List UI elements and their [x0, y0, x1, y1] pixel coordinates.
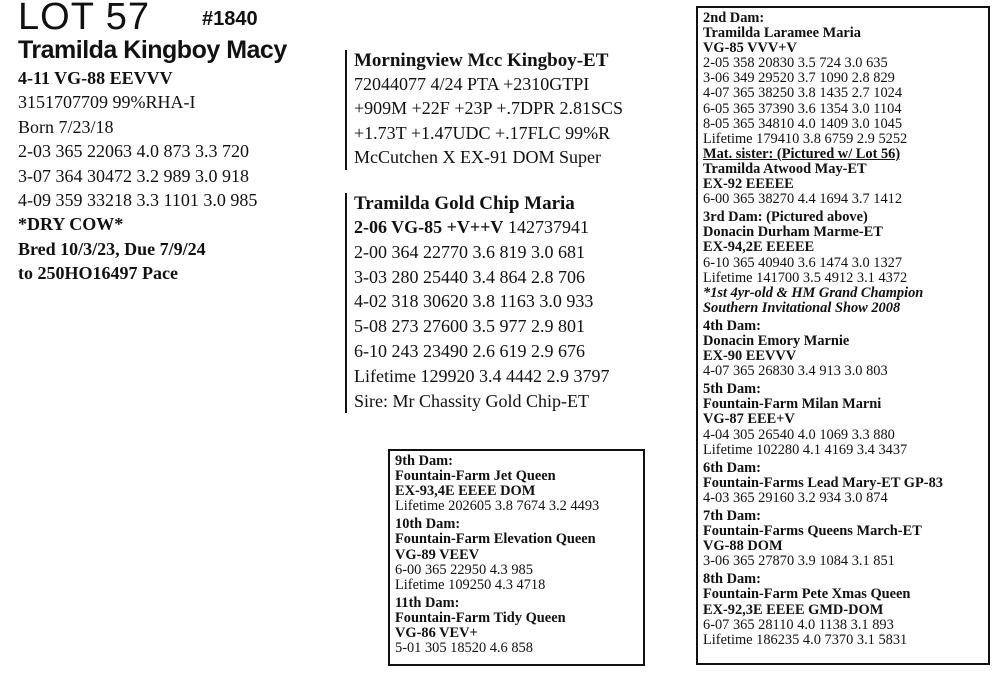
dam2-record: 6-05 365 37390 3.6 1354 3.0 1104 — [703, 100, 902, 117]
dam10-record: 6-00 365 22950 4.3 985 — [395, 561, 533, 578]
dam3-record: 6-10 365 40940 3.6 1474 3.0 1327 — [703, 254, 903, 271]
dam7-record: 3-06 365 27870 3.9 1084 3.1 851 — [703, 553, 895, 570]
dam-reg-id: 142737941 — [503, 217, 589, 237]
dam7-class: VG-88 DOM — [703, 538, 783, 555]
dam4-name: Donacin Emory Marnie — [703, 332, 850, 349]
animal-record: 3-07 364 30472 3.2 989 3.0 918 — [18, 165, 249, 186]
animal-record: 2-03 365 22063 4.0 873 3.3 720 — [18, 141, 249, 162]
bred-date: Bred 10/3/23, Due 7/9/24 — [18, 238, 206, 259]
dam7-name: Fountain-Farms Queens March-ET — [703, 523, 922, 540]
dam-block — [345, 193, 609, 413]
mat-sister-class: EX-92 EEEEE — [703, 176, 794, 193]
sire-line: +909M +22F +23P +.7DPR 2.81SCS — [354, 98, 624, 119]
dam10-label: 10th Dam: — [395, 516, 461, 533]
sire-name: Morningview Mcc Kingboy-ET — [354, 50, 609, 71]
animal-record: 4-09 359 33218 3.3 1101 3.0 985 — [18, 190, 258, 211]
animal-classification: 4-11 VG-88 EEVVV — [18, 68, 173, 88]
dam11-label: 11th Dam: — [395, 594, 460, 611]
dam9-label: 9th Dam: — [395, 453, 453, 469]
dam3-note: Southern Invitational Show 2008 — [703, 299, 901, 316]
dam6-name: Fountain-Farms Lead Mary-ET GP-83 — [703, 474, 943, 491]
sire-line: McCutchen X EX-91 DOM Super — [354, 147, 601, 168]
dam9-name: Fountain-Farm Jet Queen — [395, 468, 556, 485]
mat-sister-label: Mat. sister: (Pictured w/ Lot 56) — [703, 145, 901, 162]
dam4-class: EX-90 EEVVV — [703, 348, 797, 365]
dam2-lifetime: Lifetime 179410 3.8 6759 2.9 5252 — [703, 130, 908, 147]
dam5-label: 5th Dam: — [703, 381, 761, 398]
dam8-record: 6-07 365 28110 4.0 1138 3.1 893 — [703, 616, 894, 633]
dry-cow-note: *DRY COW* — [18, 214, 124, 235]
dam6-label: 6th Dam: — [703, 459, 761, 476]
dam8-label: 8th Dam: — [703, 571, 761, 588]
sire-line: +1.73T +1.47UDC +.17FLC 99%R — [354, 122, 611, 143]
dam9-class: EX-93,4E EEEE DOM — [395, 483, 536, 500]
dam3-lifetime: Lifetime 141700 3.5 4912 3.1 4372 — [703, 269, 908, 286]
animal-info — [18, 66, 257, 286]
dam10-lifetime: Lifetime 109250 4.3 4718 — [395, 576, 546, 593]
pedigree-box-middle — [388, 449, 645, 666]
dam-record: 3-03 280 25440 3.4 864 2.8 706 — [354, 266, 585, 287]
dam2-name: Tramilda Laramee Maria — [703, 25, 861, 42]
dam2-record: 4-07 365 38250 3.8 1435 2.7 1024 — [703, 85, 903, 102]
dam-class-score: 2-06 VG-85 +V++V — [354, 217, 504, 237]
dam8-name: Fountain-Farm Pete Xmas Queen — [703, 586, 911, 603]
dam5-name: Fountain-Farm Milan Marni — [703, 396, 882, 413]
dam11-name: Fountain-Farm Tidy Queen — [395, 609, 566, 626]
dam8-class: EX-92,3E EEEE GMD-DOM — [703, 601, 884, 618]
dam3-name: Donacin Durham Marme-ET — [703, 224, 883, 241]
dam3-class: EX-94,2E EEEEE — [703, 239, 815, 256]
dam5-class: VG-87 EEE+V — [703, 411, 795, 428]
dam4-record: 4-07 365 26830 3.4 913 3.0 803 — [703, 363, 888, 380]
dam5-record: 4-04 305 26540 4.0 1069 3.3 880 — [703, 426, 895, 443]
dam2-record: 3-06 349 29520 3.7 1090 2.8 829 — [703, 70, 895, 87]
animal-id: 3151707709 99%RHA-I — [18, 92, 196, 113]
dam4-label: 4th Dam: — [703, 317, 761, 334]
dam7-label: 7th Dam: — [703, 508, 761, 524]
dam3-label: 3rd Dam: (Pictured above) — [703, 209, 868, 226]
dam5-lifetime: Lifetime 102280 4.1 4169 3.4 3437 — [703, 441, 908, 458]
dam11-class: VG-86 VEV+ — [395, 625, 478, 642]
dam8-lifetime: Lifetime 186235 4.0 7370 3.1 5831 — [703, 631, 908, 648]
dam-record: 2-00 364 22770 3.6 819 3.0 681 — [354, 241, 585, 262]
dam-lifetime: Lifetime 129920 3.4 4442 2.9 3797 — [354, 365, 610, 386]
mat-sister-record: 6-00 365 38270 4.4 1694 3.7 1412 — [703, 191, 903, 208]
dam3-note: *1st 4yr-old & HM Grand Champion — [703, 284, 924, 301]
sire-line: 72044077 4/24 PTA +2310GTPI — [354, 74, 590, 94]
dam-record: 6-10 243 23490 2.6 619 2.9 676 — [354, 340, 585, 361]
dam-record: 4-02 318 30620 3.8 1163 3.0 933 — [354, 291, 594, 312]
dam10-name: Fountain-Farm Elevation Queen — [395, 531, 596, 548]
dam2-record: 2-05 358 20830 3.5 724 3.0 635 — [703, 55, 888, 72]
sire-block — [345, 50, 623, 170]
animal-born: Born 7/23/18 — [18, 116, 114, 137]
dam2-label: 2nd Dam: — [703, 10, 765, 26]
dam6-record: 4-03 365 29160 3.2 934 3.0 874 — [703, 489, 888, 506]
mat-sister-name: Tramilda Atwood May-ET — [703, 160, 867, 177]
dam-sire: Sire: Mr Chassity Gold Chip-ET — [354, 390, 589, 411]
dam9-lifetime: Lifetime 202605 3.8 7674 3.2 4493 — [395, 498, 600, 515]
dam11-record: 5-01 305 18520 4.6 858 — [395, 640, 533, 657]
pedigree-box-right — [696, 6, 990, 665]
dam2-class: VG-85 VVV+V — [703, 40, 797, 57]
bred-to: to 250HO16497 Pace — [18, 263, 178, 284]
dam2-record: 8-05 365 34810 4.0 1409 3.0 1045 — [703, 115, 903, 132]
lot-number: #1840 — [202, 8, 258, 30]
dam-record: 5-08 273 27600 3.5 977 2.9 801 — [354, 316, 585, 337]
dam-classification — [354, 215, 609, 240]
lot-title: LOT 57 — [18, 0, 151, 38]
animal-name: Tramilda Kingboy Macy — [18, 36, 287, 64]
dam10-class: VG-89 VEEV — [395, 546, 480, 563]
dam-name: Tramilda Gold Chip Maria — [354, 193, 575, 214]
